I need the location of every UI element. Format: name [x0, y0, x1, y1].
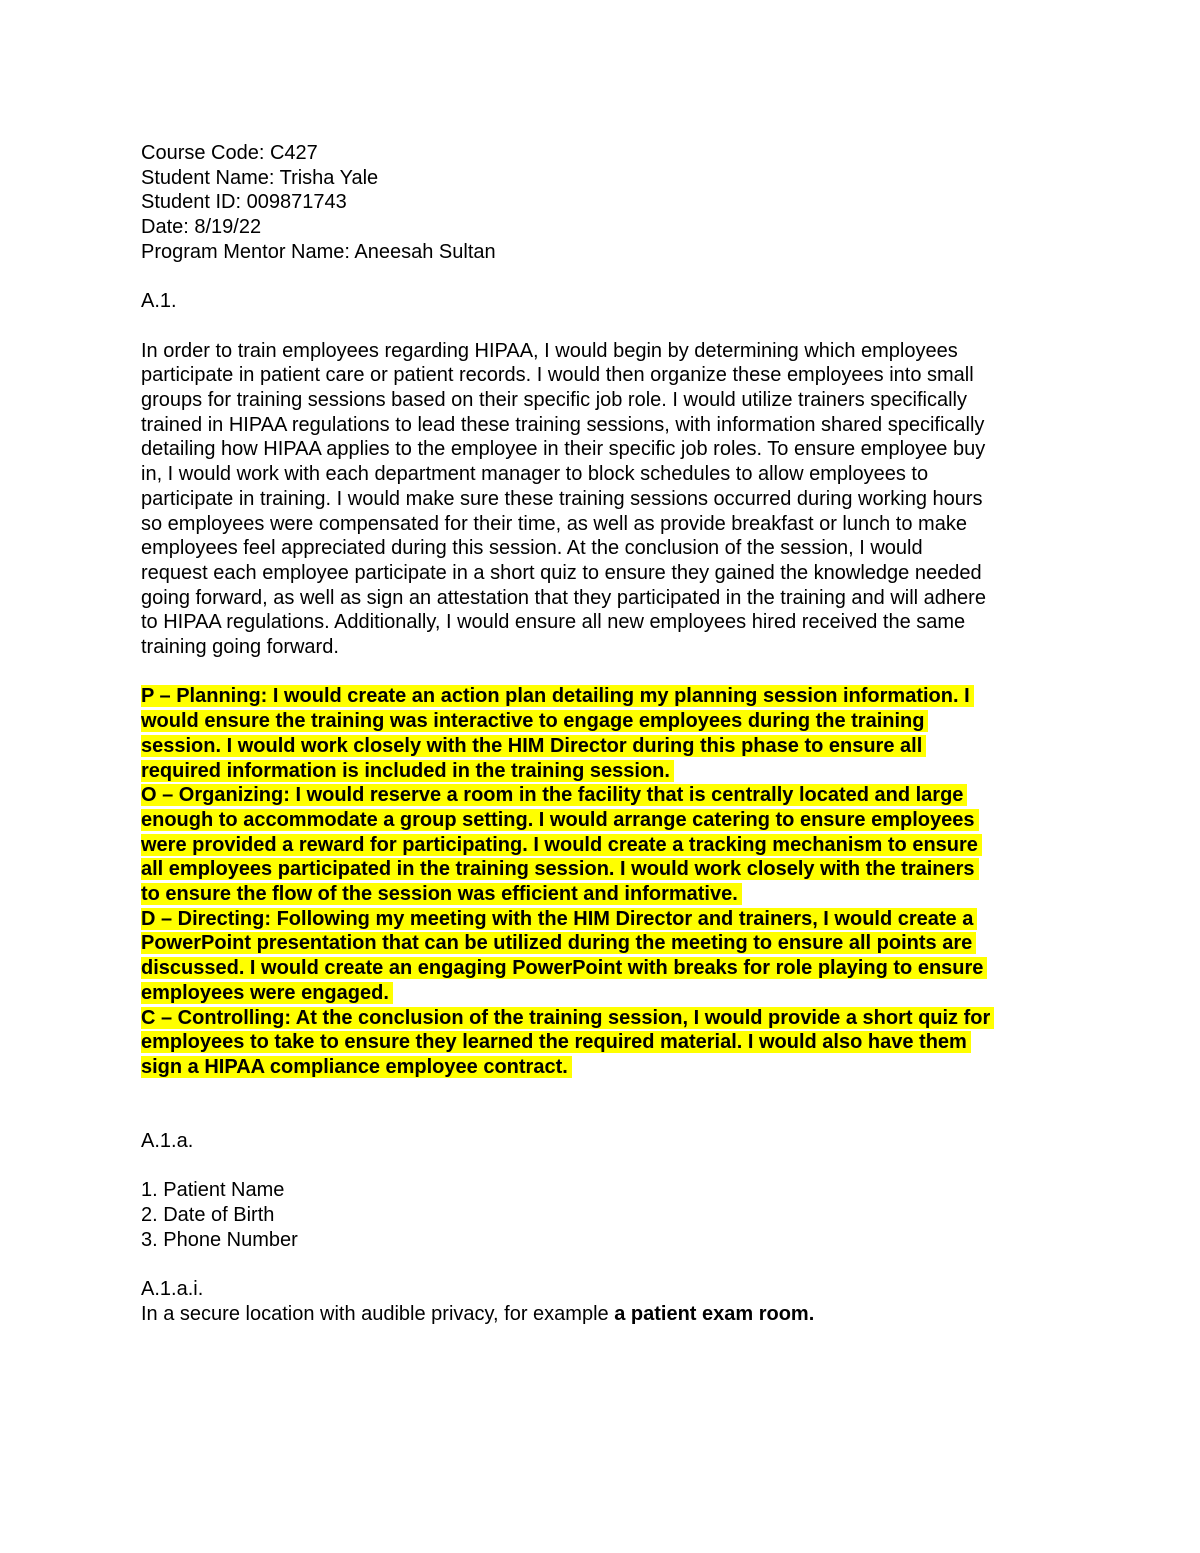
highlighted-line: C – Controlling: At the conclusion of the training session, I would provide a short quiz for	[141, 1007, 994, 1029]
spacer	[141, 1080, 1066, 1105]
paragraph-line: groups for training sessions based on their specific job role. I would utilize trainers specifically	[141, 389, 967, 411]
paragraph-line: employees feel appreciated during this session. At the conclusion of the session, I would	[141, 537, 923, 560]
paragraph-line: training going forward.	[141, 636, 339, 659]
highlighted-line: would ensure the training was interactive to engage employees during the training	[141, 710, 928, 732]
highlighted-line: PowerPoint presentation that can be utilized during the meeting to ensure all points are	[141, 932, 976, 954]
paragraph-line: participate in patient care or patient records. I would then organize these employees into small	[141, 364, 974, 387]
highlighted-line: to ensure the flow of the session was efficient and informative.	[141, 883, 742, 905]
highlighted-line: were provided a reward for participating. I would create a tracking mechanism to ensure	[141, 834, 982, 856]
highlighted-line: D – Directing: Following my meeting with the HIM Director and trainers, I would create a	[141, 908, 977, 930]
highlighted-line: enough to accommodate a group setting. I would arrange catering to ensure employees	[141, 809, 979, 831]
answer-plain-text: In a secure location with audible privacy, for example	[141, 1302, 615, 1325]
section-a1-paragraph	[141, 339, 1066, 660]
spacer	[141, 265, 1066, 290]
paragraph-line: to HIPAA regulations. Additionally, I would ensure all new employees hired received the same	[141, 611, 966, 634]
paragraph-line: in, I would work with each department manager to block schedules to allow employees to	[141, 463, 929, 486]
highlighted-line: O – Organizing: I would reserve a room in the facility that is centrally located and large	[141, 784, 967, 806]
spacer	[141, 1253, 1066, 1278]
program-mentor: Program Mentor Name: Aneesah Sultan	[141, 240, 496, 263]
section-a1-heading: A.1.	[141, 290, 177, 313]
date: Date: 8/19/22	[141, 216, 262, 239]
highlighted-line: employees to take to ensure they learned the required material. I would also have them	[141, 1031, 971, 1053]
spacer	[141, 660, 1066, 685]
highlighted-line: discussed. I would create an engaging PowerPoint with breaks for role playing to ensure	[141, 957, 987, 979]
paragraph-line: In order to train employees regarding HIPAA, I would begin by determining which employees	[141, 339, 958, 362]
list-item: 3. Phone Number	[141, 1228, 298, 1251]
paragraph-line: going forward, as well as sign an attestation that they participated in the training and will adhere	[141, 586, 986, 609]
document-page	[141, 141, 1066, 1327]
highlighted-line: employees were engaged.	[141, 982, 393, 1004]
section-a1ai-text	[141, 1302, 1066, 1327]
course-code: Course Code: C427	[141, 142, 318, 164]
list-item: 2. Date of Birth	[141, 1204, 275, 1227]
spacer	[141, 1104, 1066, 1129]
spacer	[141, 1154, 1066, 1179]
student-name: Student Name: Trisha Yale	[141, 166, 379, 189]
paragraph-line: request each employee participate in a short quiz to ensure they gained the knowledge needed	[141, 561, 982, 584]
paragraph-line: participate in training. I would make sure these training sessions occurred during working hours	[141, 487, 983, 510]
highlighted-line: all employees participated in the training session. I would work closely with the trainers	[141, 858, 979, 880]
section-a1a-heading: A.1.a.	[141, 1130, 194, 1153]
section-a1ai-heading: A.1.a.i.	[141, 1278, 204, 1301]
highlighted-line: required information is included in the training session.	[141, 760, 674, 782]
spacer	[141, 314, 1066, 339]
highlighted-line: session. I would work closely with the HIM Director during this phase to ensure all	[141, 735, 926, 757]
podc-highlighted-block	[141, 684, 1066, 1079]
paragraph-line: detailing how HIPAA applies to the employee in their specific job roles. To ensure employee buy	[141, 438, 986, 461]
student-id: Student ID: 009871743	[141, 191, 347, 214]
answer-bold-text: a patient exam room.	[614, 1302, 815, 1325]
paragraph-line: so employees were compensated for their time, as well as provide breakfast or lunch to make	[141, 512, 967, 535]
highlighted-line: P – Planning: I would create an action plan detailing my planning session information. I	[141, 685, 974, 707]
paragraph-line: trained in HIPAA regulations to lead these training sessions, with information shared specifically	[141, 413, 985, 436]
highlighted-line: sign a HIPAA compliance employee contract.	[141, 1056, 572, 1078]
list-item: 1. Patient Name	[141, 1179, 285, 1202]
